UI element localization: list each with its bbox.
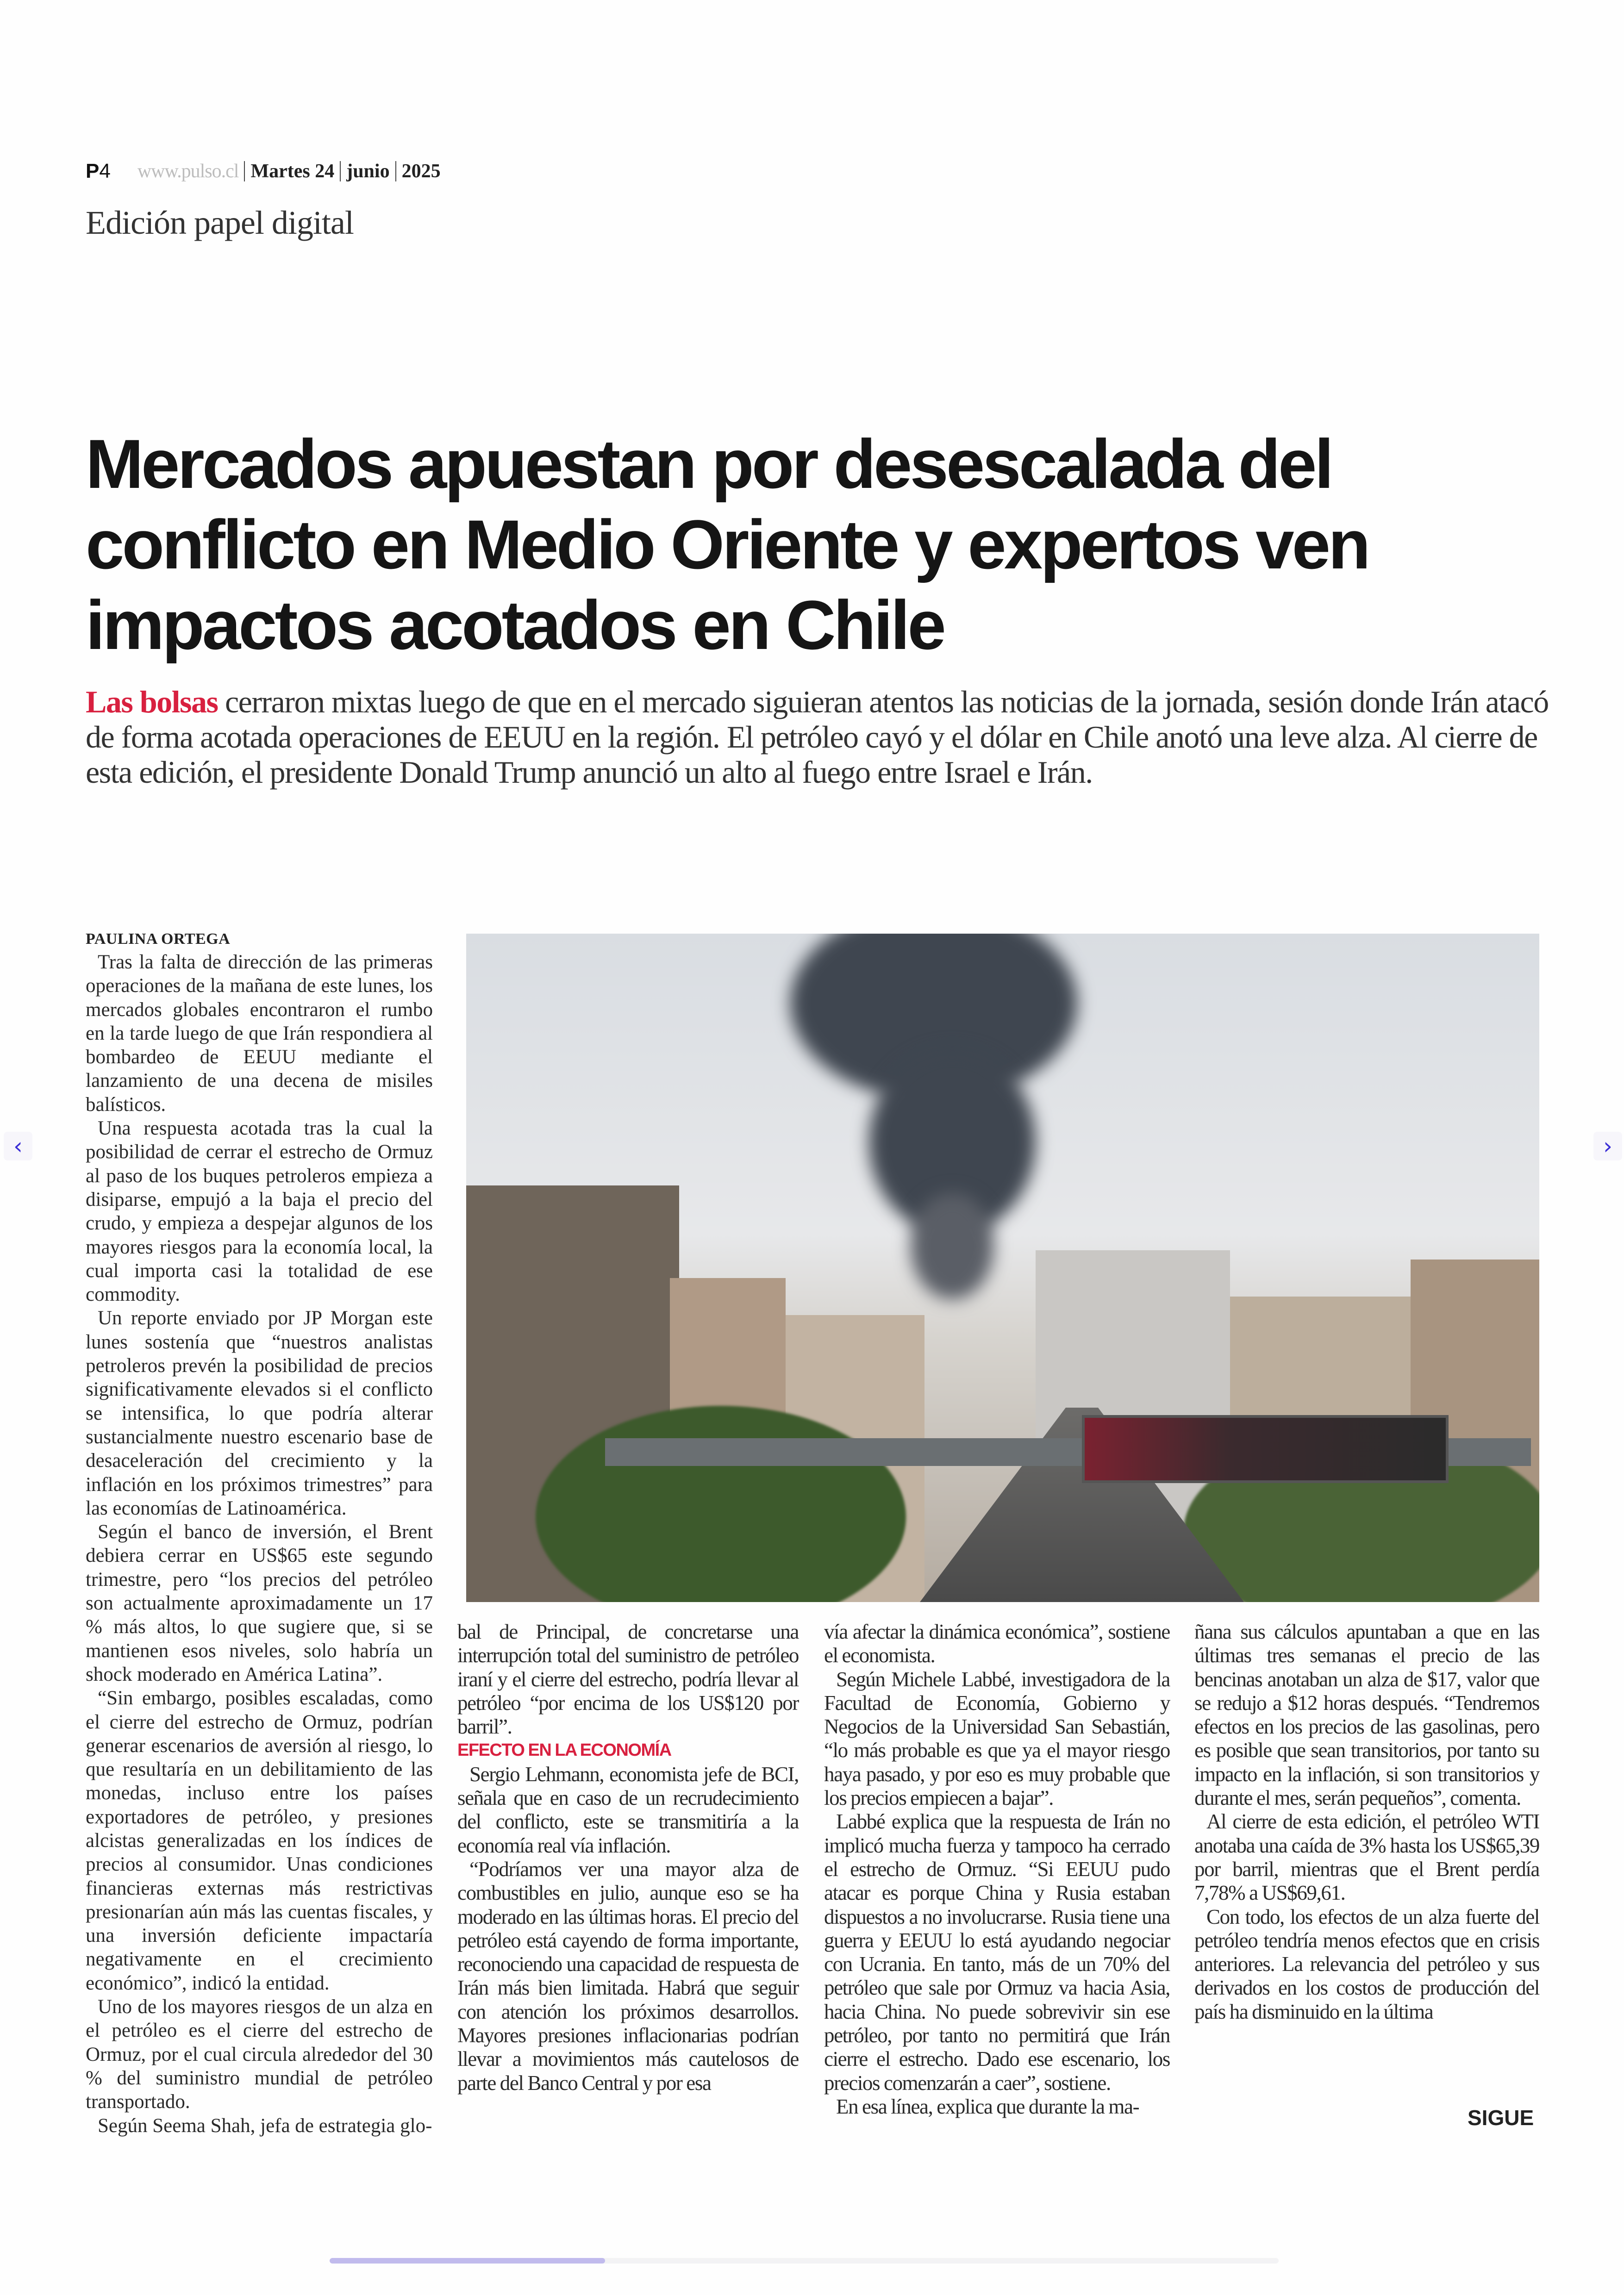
article-photo — [466, 934, 1539, 1602]
divider — [244, 161, 245, 181]
continue-label: SIGUE — [1468, 2106, 1534, 2130]
paragraph: ñana sus cálculos apuntaban a que en las últimas tres semanas el precio de las bencinas anotaban un alza de $17, valor que se redujo a $12 horas después. “Tendremos efectos en los precios de las gasolinas, pero es posible que sean transitorios, por tanto su impacto en la inflación, si son transitorios y durante el mes, serán pequeños”, comenta. — [1194, 1620, 1539, 1810]
article-column-1 — [86, 928, 433, 2138]
subhead: EFECTO EN LA ECONOMÍA — [457, 1740, 671, 1760]
paragraph: “Podríamos ver una mayor alza de combustibles en julio, aunque eso se ha moderado en las últimas horas. El precio del petróleo está cayendo de forma importante, reconociendo una capacidad de respuesta de Irán más bien limitada. Habrá que seguir con atención los próximos desarrollos. Mayores presiones inflacionarias podrían llevar a movimientos más cautelosos de parte del Banco Central y por esa — [457, 1857, 799, 2095]
divider — [395, 161, 396, 181]
byline: PAULINA ORTEGA — [86, 930, 231, 948]
date-month: junio — [346, 161, 390, 182]
date-day: Martes 24 — [250, 161, 335, 182]
previous-page-button[interactable] — [4, 1132, 32, 1160]
deck — [86, 684, 1549, 790]
paragraph: Sergio Lehmann, economista jefe de BCI, señala que en caso de un recrudecimiento del conflicto, este se transmitiría a la economía real vía inflación. — [457, 1762, 799, 1857]
article-column-3 — [824, 1620, 1170, 2119]
paragraph: Con todo, los efectos de un alza fuerte del petróleo tendría menos efectos que en crisis anteriores. La relevancia del petróleo y sus derivados en los costos de producción del país ha disminuido en la última — [1194, 1905, 1539, 2023]
paragraph: “Sin embargo, posibles escaladas, como el cierre del estrecho de Ormuz, podrían generar escenarios de aversión al riesgo, lo que resultaría en un debilitamiento de las monedas, incluso entre los países exportadores de petróleo, y presiones alcistas generalizadas en los índices de precios al consumidor. Unas condiciones financieras externas más restrictivas presionarían aún más las cuentas fiscales, y una inversión deficiente impactaría negativamente en el crecimiento económico”, indicó la entidad. — [86, 1687, 433, 1994]
edition-label: Edición papel digital — [86, 204, 354, 241]
paragraph: En esa línea, explica que durante la ma- — [836, 2095, 1139, 2118]
page-progress-fill — [330, 2258, 605, 2264]
paragraph: Según Seema Shah, jefa de estrategia glo- — [98, 2114, 432, 2137]
paragraph: Al cierre de esta edición, el petróleo WTI anotaba una caída de 3% hasta los US$65,39 por barril, mientras que el Brent perdía 7,78% a US$69,61. — [1194, 1810, 1539, 1905]
site-url: www.pulso.cl — [137, 161, 239, 182]
headline-line: Mercados apuestan por desescalada del — [86, 425, 1332, 503]
chevron-right-icon: › — [1603, 1133, 1612, 1160]
page-number — [86, 160, 111, 183]
next-page-button[interactable] — [1593, 1132, 1622, 1160]
headline — [86, 424, 1567, 665]
headline-line: impactos acotados en Chile — [86, 586, 944, 664]
deck-lead: Las bolsas — [86, 684, 218, 719]
paragraph: vía afectar la dinámica económica”, sostiene el economista. — [824, 1620, 1170, 1667]
billboard — [1082, 1415, 1449, 1483]
article-column-2 — [457, 1620, 799, 2095]
chevron-left-icon: ‹ — [13, 1133, 23, 1160]
page-prefix: P — [86, 160, 100, 182]
divider — [340, 161, 341, 181]
article-column-4 — [1194, 1620, 1539, 2024]
smoke-plume — [911, 1193, 994, 1299]
paragraph: Una respuesta acotada tras la cual la posibilidad de cerrar el estrecho de Ormuz al paso de los buques petroleros empieza a disiparse, empujó a la baja el precio del crudo, y empieza a despejar algunos de los mayores riesgos para la economía local, la cual importa casi la totalidad de ese commodity. — [86, 1117, 433, 1306]
paragraph: bal de Principal, de concretarse una interrupción total del suministro de petróleo iraní y el cierre del estrecho, podría llevar al petróleo “por encima de los US$120 por barril”. — [457, 1620, 799, 1739]
paragraph: Labbé explica que la respuesta de Irán no implicó mucha fuerza y tampoco ha cerrado el estrecho de Ormuz. “Si EEUU pudo atacar es porque China y Rusia estaban dispuestos a no involucrarse. Rusia tiene una guerra y EEUU lo está ayudando negociar con Ucrania. En tanto, más de un 70% del petróleo que sale por Ormuz va hacia Asia, hacia China. No puede sobrevivir sin ese petróleo, por tanto no permitirá que Irán cierre el estrecho. Dado ese escenario, los precios comenzarán a caer”, sostiene. — [824, 1810, 1170, 2095]
page-header — [86, 160, 441, 183]
page-number-value: 4 — [99, 160, 111, 182]
paragraph: Tras la falta de dirección de las primeras operaciones de la mañana de este lunes, los mercados globales encontraron el rumbo en la tarde luego de que Irán respondiera al bombardeo de EEUU mediante el lanzamiento de una decena de misiles balísticos. — [86, 951, 433, 1116]
headline-line: conflicto en Medio Oriente y expertos ven — [86, 505, 1368, 583]
paragraph: Un reporte enviado por JP Morgan este lunes sostenía que “nuestros analistas petroleros prevén la posibilidad de precios significativamente elevados si el conflicto se intensifica, lo que podría alterar sustancialmente nuestro escenario base de desaceleración del crecimiento y la inflación en los próximos trimestres” para las economías de Latinoamérica. — [86, 1307, 433, 1519]
paragraph: Uno de los mayores riesgos de un alza en el petróleo es el cierre del estrecho de Ormuz, por el cual circula alrededor del 30 % del suministro mundial de petróleo transportado. — [86, 1996, 433, 2113]
date-year: 2025 — [401, 161, 441, 182]
paragraph: Según Michele Labbé, investigadora de la Facultad de Economía, Gobierno y Negocios de la Universidad San Sebastián, “lo más probable es que ya el mayor riesgo haya pasado, y por eso es muy probable que los precios empiecen a bajar”. — [824, 1667, 1170, 1810]
paragraph: Según el banco de inversión, el Brent debiera cerrar en US$65 este segundo trimestre, pero “los precios del petróleo son actualmente aproximadamente un 17 % más altos, lo que sugiere que, si se mantienen esos niveles, solo habría un shock moderado en América Latina”. — [86, 1521, 433, 1685]
deck-text: cerraron mixtas luego de que en el mercado siguieran atentos las noticias de la jornada, sesión donde Irán atacó de forma acotada operaciones de EEUU en la región. El petróleo cayó y el dólar en Chile anotó una leve alza. Al cierre de esta edición, el presidente Donald Trump anunció un alto al fuego entre Israel e Irán. — [86, 684, 1549, 790]
page-progress-bar[interactable] — [330, 2258, 1279, 2264]
